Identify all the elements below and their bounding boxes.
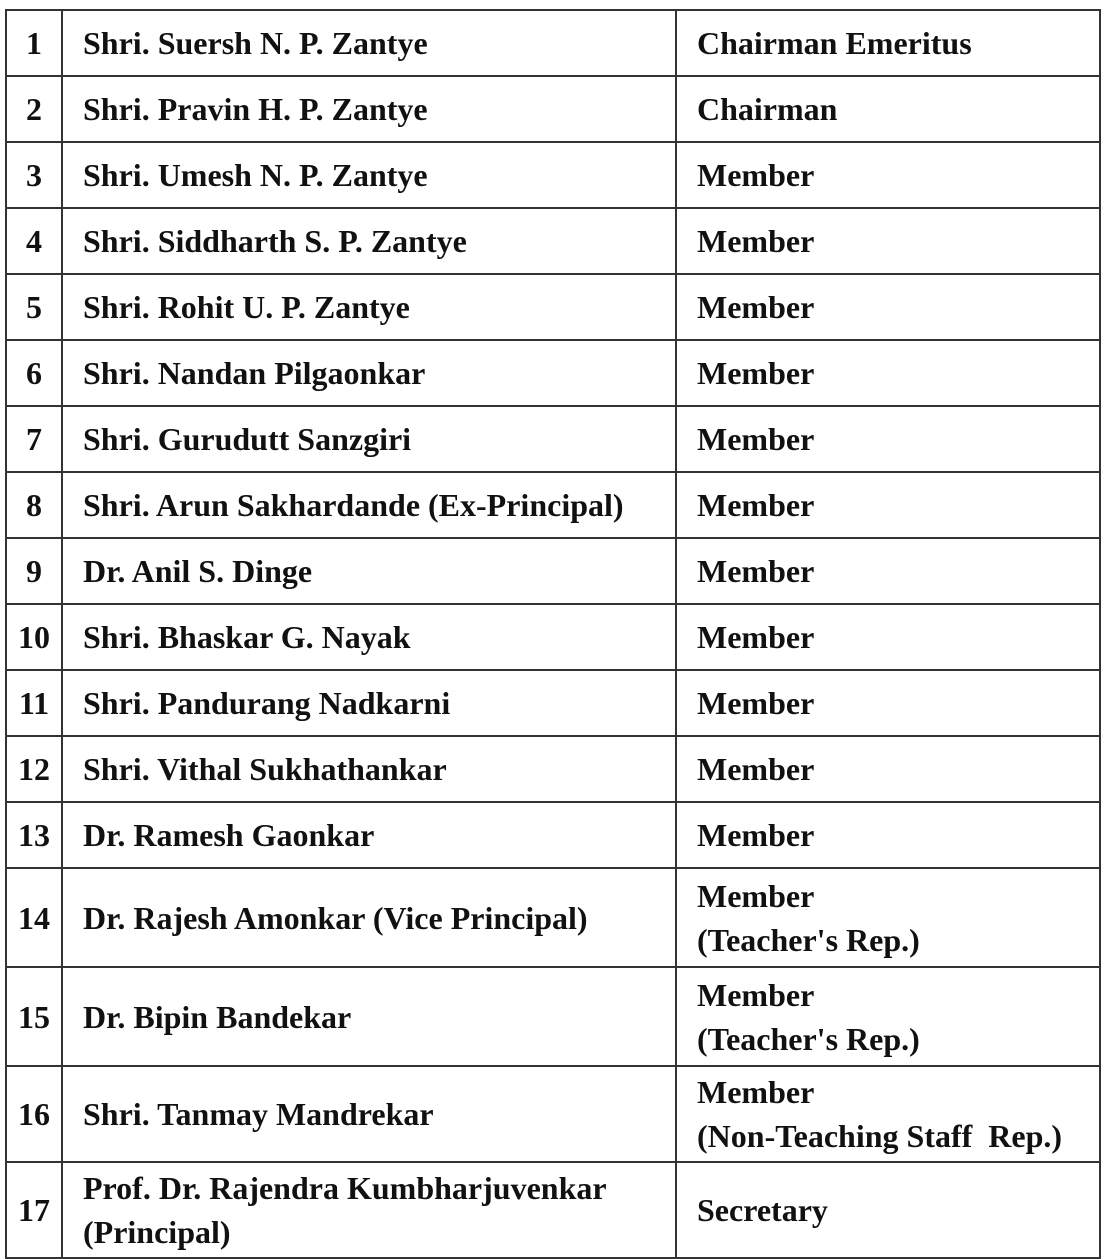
role-line: Member <box>697 817 815 853</box>
table-row <box>6 538 1100 604</box>
member-name: Dr. Bipin Bandekar <box>62 967 676 1066</box>
name-line: (Principal) <box>83 1214 231 1250</box>
table-row <box>6 736 1100 802</box>
member-name: Shri. Tanmay Mandrekar <box>62 1066 676 1162</box>
role-line: Member <box>697 877 815 914</box>
member-role <box>676 868 1100 967</box>
row-number: 9 <box>6 538 62 604</box>
table-row <box>6 1066 1100 1162</box>
member-role <box>676 10 1100 76</box>
row-number: 5 <box>6 274 62 340</box>
role-line: Member <box>697 751 815 787</box>
table-row <box>6 604 1100 670</box>
member-name: Shri. Nandan Pilgaonkar <box>62 340 676 406</box>
row-number: 3 <box>6 142 62 208</box>
role-line: (Teacher's Rep.) <box>697 1020 920 1057</box>
row-number: 14 <box>6 868 62 967</box>
member-role <box>676 604 1100 670</box>
member-role <box>676 967 1100 1066</box>
table-row <box>6 406 1100 472</box>
role-line: Member <box>697 1074 815 1110</box>
role-line: Chairman Emeritus <box>697 25 972 61</box>
row-number: 17 <box>6 1162 62 1258</box>
member-role <box>676 340 1100 406</box>
row-number: 7 <box>6 406 62 472</box>
member-role <box>676 76 1100 142</box>
member-name: Shri. Umesh N. P. Zantye <box>62 142 676 208</box>
role-line: (Teacher's Rep.) <box>697 921 920 958</box>
row-number: 1 <box>6 10 62 76</box>
member-role <box>676 670 1100 736</box>
member-role <box>676 802 1100 868</box>
member-name: Dr. Rajesh Amonkar (Vice Principal) <box>62 868 676 967</box>
role-line: Member <box>697 289 815 325</box>
row-number: 6 <box>6 340 62 406</box>
row-number: 11 <box>6 670 62 736</box>
member-name: Shri. Vithal Sukhathankar <box>62 736 676 802</box>
member-role <box>676 274 1100 340</box>
role-line: Member <box>697 421 815 457</box>
role-line: Member <box>697 685 815 721</box>
table-row <box>6 340 1100 406</box>
table-row <box>6 274 1100 340</box>
member-role <box>676 208 1100 274</box>
role-line: Member <box>697 619 815 655</box>
member-role <box>676 1162 1100 1258</box>
role-line: Chairman <box>697 91 838 127</box>
member-name: Shri. Suersh N. P. Zantye <box>62 10 676 76</box>
role-line: Member <box>697 976 815 1013</box>
row-number: 16 <box>6 1066 62 1162</box>
member-name: Shri. Rohit U. P. Zantye <box>62 274 676 340</box>
member-role <box>676 406 1100 472</box>
row-number: 8 <box>6 472 62 538</box>
member-name: Shri. Pandurang Nadkarni <box>62 670 676 736</box>
member-name: Shri. Bhaskar G. Nayak <box>62 604 676 670</box>
table-row <box>6 472 1100 538</box>
row-number: 4 <box>6 208 62 274</box>
table-row <box>6 10 1100 76</box>
row-number: 13 <box>6 802 62 868</box>
members-table <box>5 9 1101 1259</box>
row-number: 2 <box>6 76 62 142</box>
member-name: Dr. Anil S. Dinge <box>62 538 676 604</box>
member-role <box>676 472 1100 538</box>
member-role <box>676 142 1100 208</box>
member-role <box>676 538 1100 604</box>
role-line: Member <box>697 487 815 523</box>
table-row <box>6 802 1100 868</box>
table-row <box>6 76 1100 142</box>
row-number: 12 <box>6 736 62 802</box>
role-line: Member <box>697 157 815 193</box>
member-name <box>62 1162 676 1258</box>
role-line: (Non-Teaching Staff Rep.) <box>697 1118 1063 1154</box>
member-name: Dr. Ramesh Gaonkar <box>62 802 676 868</box>
table-row <box>6 967 1100 1066</box>
table-row <box>6 142 1100 208</box>
member-role <box>676 736 1100 802</box>
member-name: Shri. Arun Sakhardande (Ex-Principal) <box>62 472 676 538</box>
member-name: Shri. Siddharth S. P. Zantye <box>62 208 676 274</box>
member-role <box>676 1066 1100 1162</box>
table-row <box>6 670 1100 736</box>
table-row <box>6 1162 1100 1258</box>
role-line: Secretary <box>697 1192 828 1228</box>
table-row <box>6 868 1100 967</box>
row-number: 15 <box>6 967 62 1066</box>
table-row <box>6 208 1100 274</box>
name-line: Prof. Dr. Rajendra Kumbharjuvenkar <box>83 1170 607 1206</box>
member-name: Shri. Gurudutt Sanzgiri <box>62 406 676 472</box>
role-line: Member <box>697 553 815 589</box>
row-number: 10 <box>6 604 62 670</box>
role-line: Member <box>697 223 815 259</box>
role-line: Member <box>697 355 815 391</box>
member-name: Shri. Pravin H. P. Zantye <box>62 76 676 142</box>
